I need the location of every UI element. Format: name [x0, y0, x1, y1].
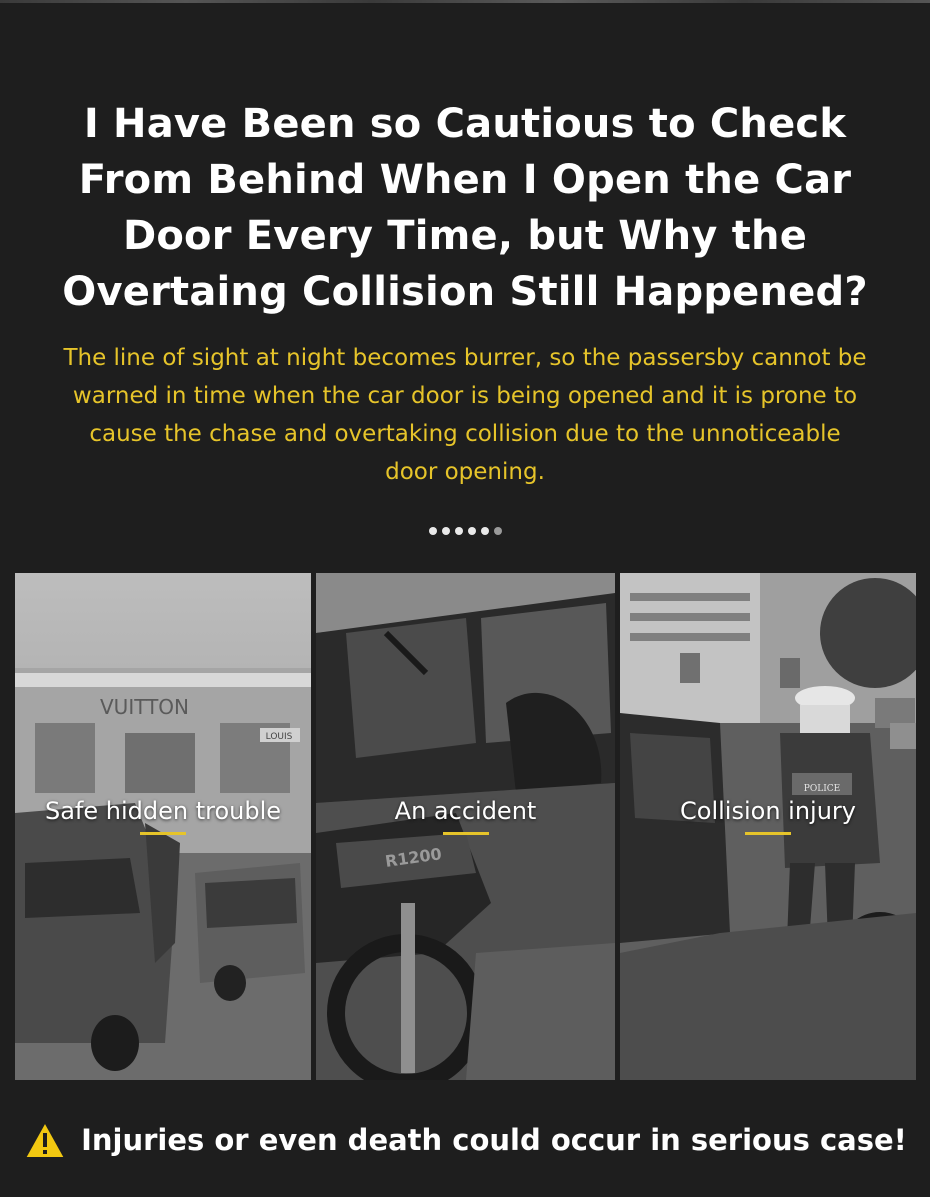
collision-scene-image	[620, 573, 916, 1080]
top-strip	[0, 0, 930, 3]
subtext: The line of sight at night becomes burrer, so the passersby cannot be warned in time when the car door is being opened and it is prone to cause the chase and overtaking collision due to the unnoticeable door opening.	[63, 345, 867, 485]
small-store-sign: LOUIS	[265, 732, 293, 742]
street-scene-image	[15, 573, 311, 1080]
carousel-dot[interactable]	[442, 527, 450, 535]
panel-an-accident	[316, 573, 615, 1080]
panel-label: Safe hidden trouble	[44, 797, 282, 825]
panel-label: An accident	[394, 797, 537, 825]
accident-image	[316, 573, 615, 1080]
carousel-dot[interactable]	[494, 527, 502, 535]
label-underline	[443, 832, 489, 835]
carousel-dot[interactable]	[455, 527, 463, 535]
store-sign: VUITTON	[100, 695, 190, 719]
warning-triangle-icon	[23, 1120, 67, 1160]
carousel-dot[interactable]	[481, 527, 489, 535]
label-underline	[140, 832, 186, 835]
panel-safe-hidden-trouble	[15, 573, 311, 1080]
label-underline	[745, 832, 791, 835]
warning-text: Injuries or even death could occur in serious case!	[81, 1123, 907, 1157]
police-vest-text: POLICE	[803, 784, 841, 794]
headline: I Have Been so Cautious to Check From Behind When I Open the Car Door Every Time, but Why the Overtaing Collision Still Happened?	[62, 101, 868, 315]
panel-label: Collision injury	[680, 797, 856, 825]
carousel-dot[interactable]	[429, 527, 437, 535]
warning-banner	[0, 1120, 930, 1160]
carousel-dot[interactable]	[468, 527, 476, 535]
panel-collision-injury	[620, 573, 916, 1080]
carousel-dots	[0, 527, 930, 535]
bike-text: R1200	[383, 844, 443, 871]
